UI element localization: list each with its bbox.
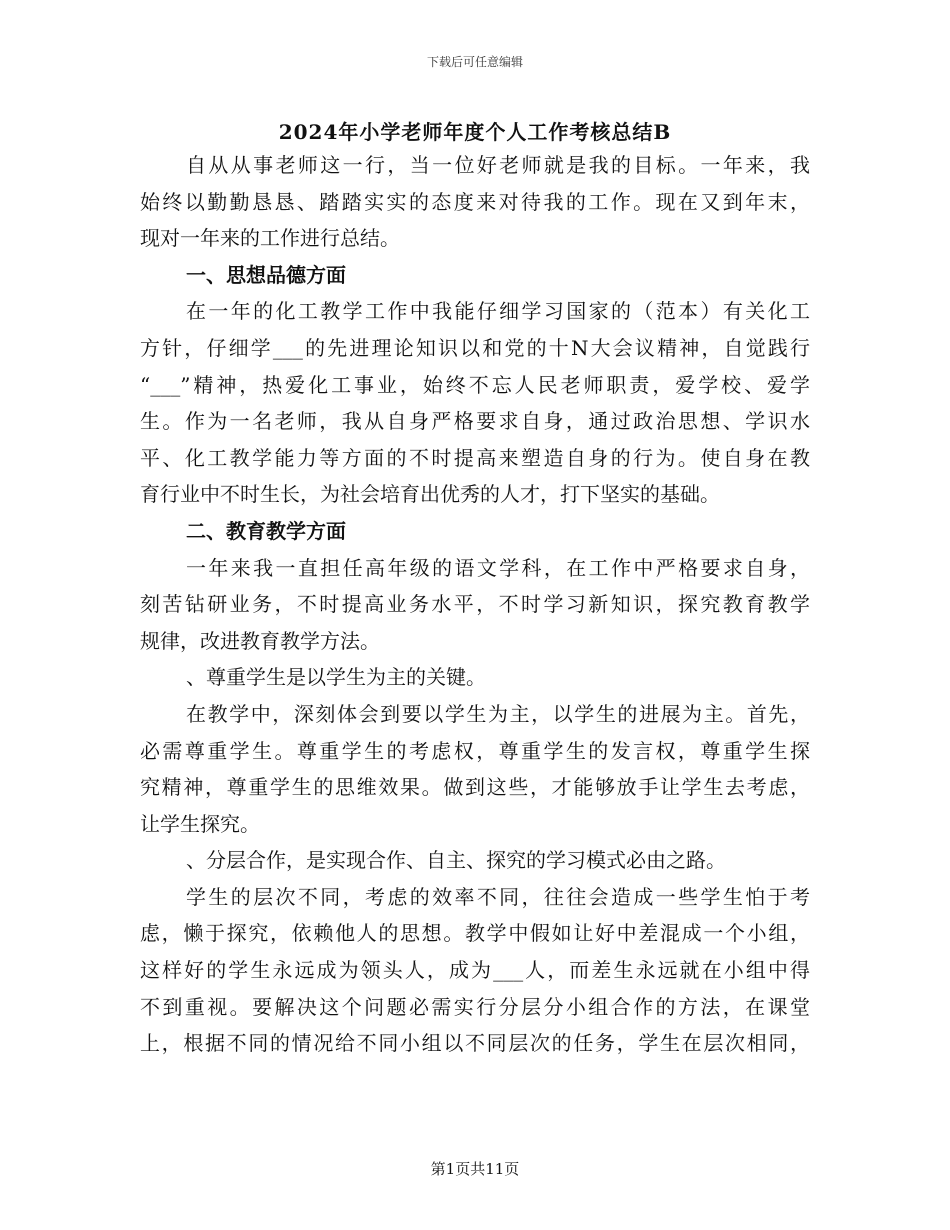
paragraph-line: 不到重视。要解决这个问题必需实行分层分小组合作的方法，在课堂 — [140, 994, 810, 1019]
paragraph-line: 方针，仔细学___的先进理论知识以和党的十N大会议精神，自觉践行 — [140, 335, 810, 360]
paragraph-line: 、分层合作，是实现合作、自主、探究的学习模式必由之路。 — [186, 848, 726, 873]
paragraph-line: 上，根据不同的情况给不同小组以不同层次的任务，学生在层次相同， — [140, 1031, 810, 1056]
section-heading: 一、思想品德方面 — [186, 262, 346, 287]
paragraph-line: 刻苦钻研业务，不时提高业务水平，不时学习新知识，探究教育教学 — [140, 592, 810, 617]
paragraph-line: 育行业中不时生长，为社会培育出优秀的人才，打下坚实的基础。 — [140, 482, 720, 507]
paragraph-line: 规律，改进教育教学方法。 — [140, 628, 380, 653]
paragraph-line: “___”精神，热爱化工事业，始终不忘人民老师职责，爱学校、爱学 — [140, 372, 810, 397]
paragraph-line: 让学生探究。 — [140, 811, 260, 836]
paragraph-line: 虑，懒于探究，依赖他人的思想。教学中假如让好中差混成一个小组， — [140, 921, 810, 946]
paragraph-line: 现对一年来的工作进行总结。 — [140, 226, 400, 251]
paragraph-line: 平、化工教学能力等方面的不时提高来塑造自身的行为。使自身在教 — [140, 445, 810, 470]
paragraph-line: 必需尊重学生。尊重学生的考虑权，尊重学生的发言权，尊重学生探 — [140, 738, 810, 763]
paragraph-line: 在一年的化工教学工作中我能仔细学习国家的（范本）有关化工 — [186, 299, 810, 324]
document-title: 2024年小学老师年度个人工作考核总结B — [278, 120, 672, 144]
section-heading: 二、教育教学方面 — [186, 518, 346, 543]
paragraph-line: 自从从事老师这一行，当一位好老师就是我的目标。一年来，我 — [186, 153, 810, 177]
paragraph-line: 生。作为一名老师，我从自身严格要求自身，通过政治思想、学识水 — [140, 409, 810, 434]
paragraph-line: 一年来我一直担任高年级的语文学科，在工作中严格要求自身， — [186, 555, 810, 580]
paragraph-line: 这样好的学生永远成为领头人，成为___人，而差生永远就在小组中得 — [140, 958, 810, 983]
paragraph-line: 在教学中，深刻体会到要以学生为主，以学生的进展为主。首先， — [186, 701, 810, 726]
page-footer: 第1页共11页 — [430, 1160, 520, 1178]
paragraph-line: 学生的层次不同，考虑的效率不同，往往会造成一些学生怕于考 — [186, 884, 810, 909]
document-body — [140, 147, 810, 1062]
paragraph-line: 、尊重学生是以学生为主的关键。 — [186, 665, 486, 690]
header-note: 下载后可任意编辑 — [426, 55, 523, 69]
paragraph-line: 始终以勤勤恳恳、踏踏实实的态度来对待我的工作。现在又到年末， — [140, 189, 810, 214]
paragraph-line: 究精神，尊重学生的思维效果。做到这些，才能够放手让学生去考虑， — [140, 775, 810, 800]
